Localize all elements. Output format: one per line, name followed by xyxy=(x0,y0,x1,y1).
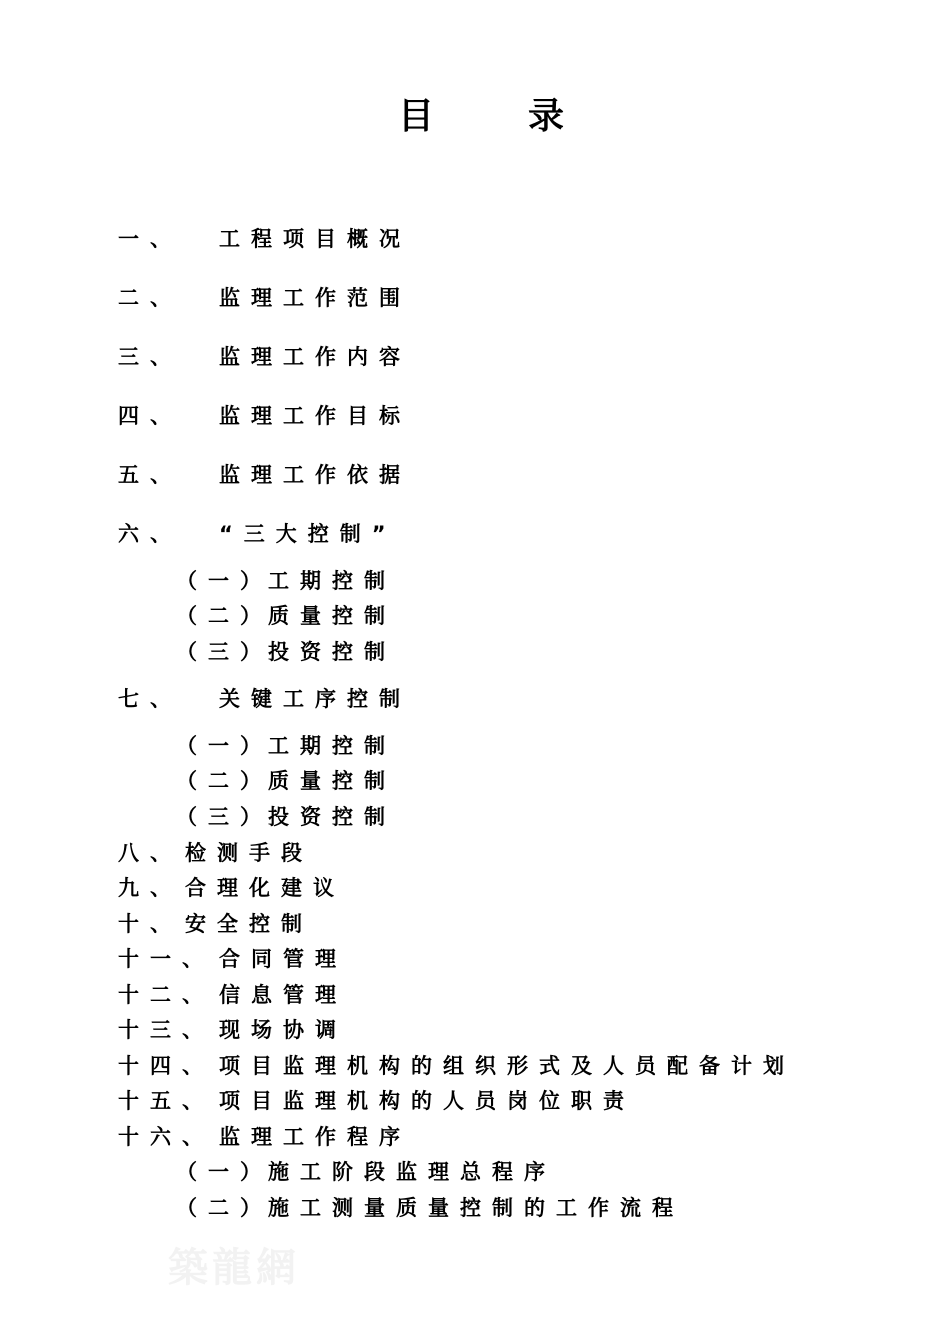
toc-title: 工程项目概况 xyxy=(219,227,411,251)
toc-number: 七、 xyxy=(118,687,182,711)
toc-title: 项目监理机构的人员岗位职责 xyxy=(219,1089,635,1113)
toc-title: 关键工序控制 xyxy=(219,687,411,711)
toc-title: 监理工作内容 xyxy=(219,345,411,369)
toc-number: （一） xyxy=(176,734,272,758)
toc-title: 施工阶段监理总程序 xyxy=(268,1160,556,1184)
toc-title: 投资控制 xyxy=(268,640,396,664)
toc-title: 质量控制 xyxy=(268,769,396,793)
toc-number: 一、 xyxy=(118,227,182,251)
toc-title: 合同管理 xyxy=(219,947,347,971)
toc-title: 监理工作程序 xyxy=(219,1125,411,1149)
toc-title: 施工测量质量控制的工作流程 xyxy=(268,1196,684,1220)
toc-title: 质量控制 xyxy=(268,604,396,628)
toc-number: 十三、 xyxy=(118,1018,214,1042)
toc-number: 十四、 xyxy=(118,1054,214,1078)
toc-title: 工期控制 xyxy=(268,734,396,758)
toc-number: 二、 xyxy=(118,286,182,310)
toc-title: 监理工作范围 xyxy=(219,286,411,310)
title-char-1: 目 xyxy=(398,96,435,137)
toc-title: 安全控制 xyxy=(185,912,313,936)
toc-number: 十、 xyxy=(118,912,182,936)
toc-number: （一） xyxy=(176,569,272,593)
toc-number: 十二、 xyxy=(118,983,214,1007)
toc-title: 信息管理 xyxy=(219,983,347,1007)
toc-number: （三） xyxy=(176,805,272,829)
toc-title: “三大控制” xyxy=(219,522,397,546)
toc-title: 工期控制 xyxy=(268,569,396,593)
toc-number: （一） xyxy=(176,1160,272,1184)
toc-number: 四、 xyxy=(118,404,182,428)
toc-title: 检测手段 xyxy=(185,841,313,865)
toc-number: 十一、 xyxy=(118,947,214,971)
toc-number: 五、 xyxy=(118,463,182,487)
toc-title: 监理工作依据 xyxy=(219,463,411,487)
toc-number: 十五、 xyxy=(118,1089,214,1113)
toc-title: 现场协调 xyxy=(219,1018,347,1042)
page-title xyxy=(0,88,950,142)
watermark: 築龍網 xyxy=(168,1244,300,1291)
toc-number: （二） xyxy=(176,769,272,793)
toc-title: 项目监理机构的组织形式及人员配备计划 xyxy=(219,1054,795,1078)
toc-title: 合理化建议 xyxy=(185,876,345,900)
toc-number: 三、 xyxy=(118,345,182,369)
toc-number: 八、 xyxy=(118,841,182,865)
toc-number: （二） xyxy=(176,1196,272,1220)
toc-number: 十六、 xyxy=(118,1125,214,1149)
toc-number: （二） xyxy=(176,604,272,628)
toc-title: 投资控制 xyxy=(268,805,396,829)
title-char-2: 录 xyxy=(528,96,565,137)
toc-number: 六、 xyxy=(118,522,182,546)
toc-title: 监理工作目标 xyxy=(219,404,411,428)
toc-number: 九、 xyxy=(118,876,182,900)
toc-number: （三） xyxy=(176,640,272,664)
